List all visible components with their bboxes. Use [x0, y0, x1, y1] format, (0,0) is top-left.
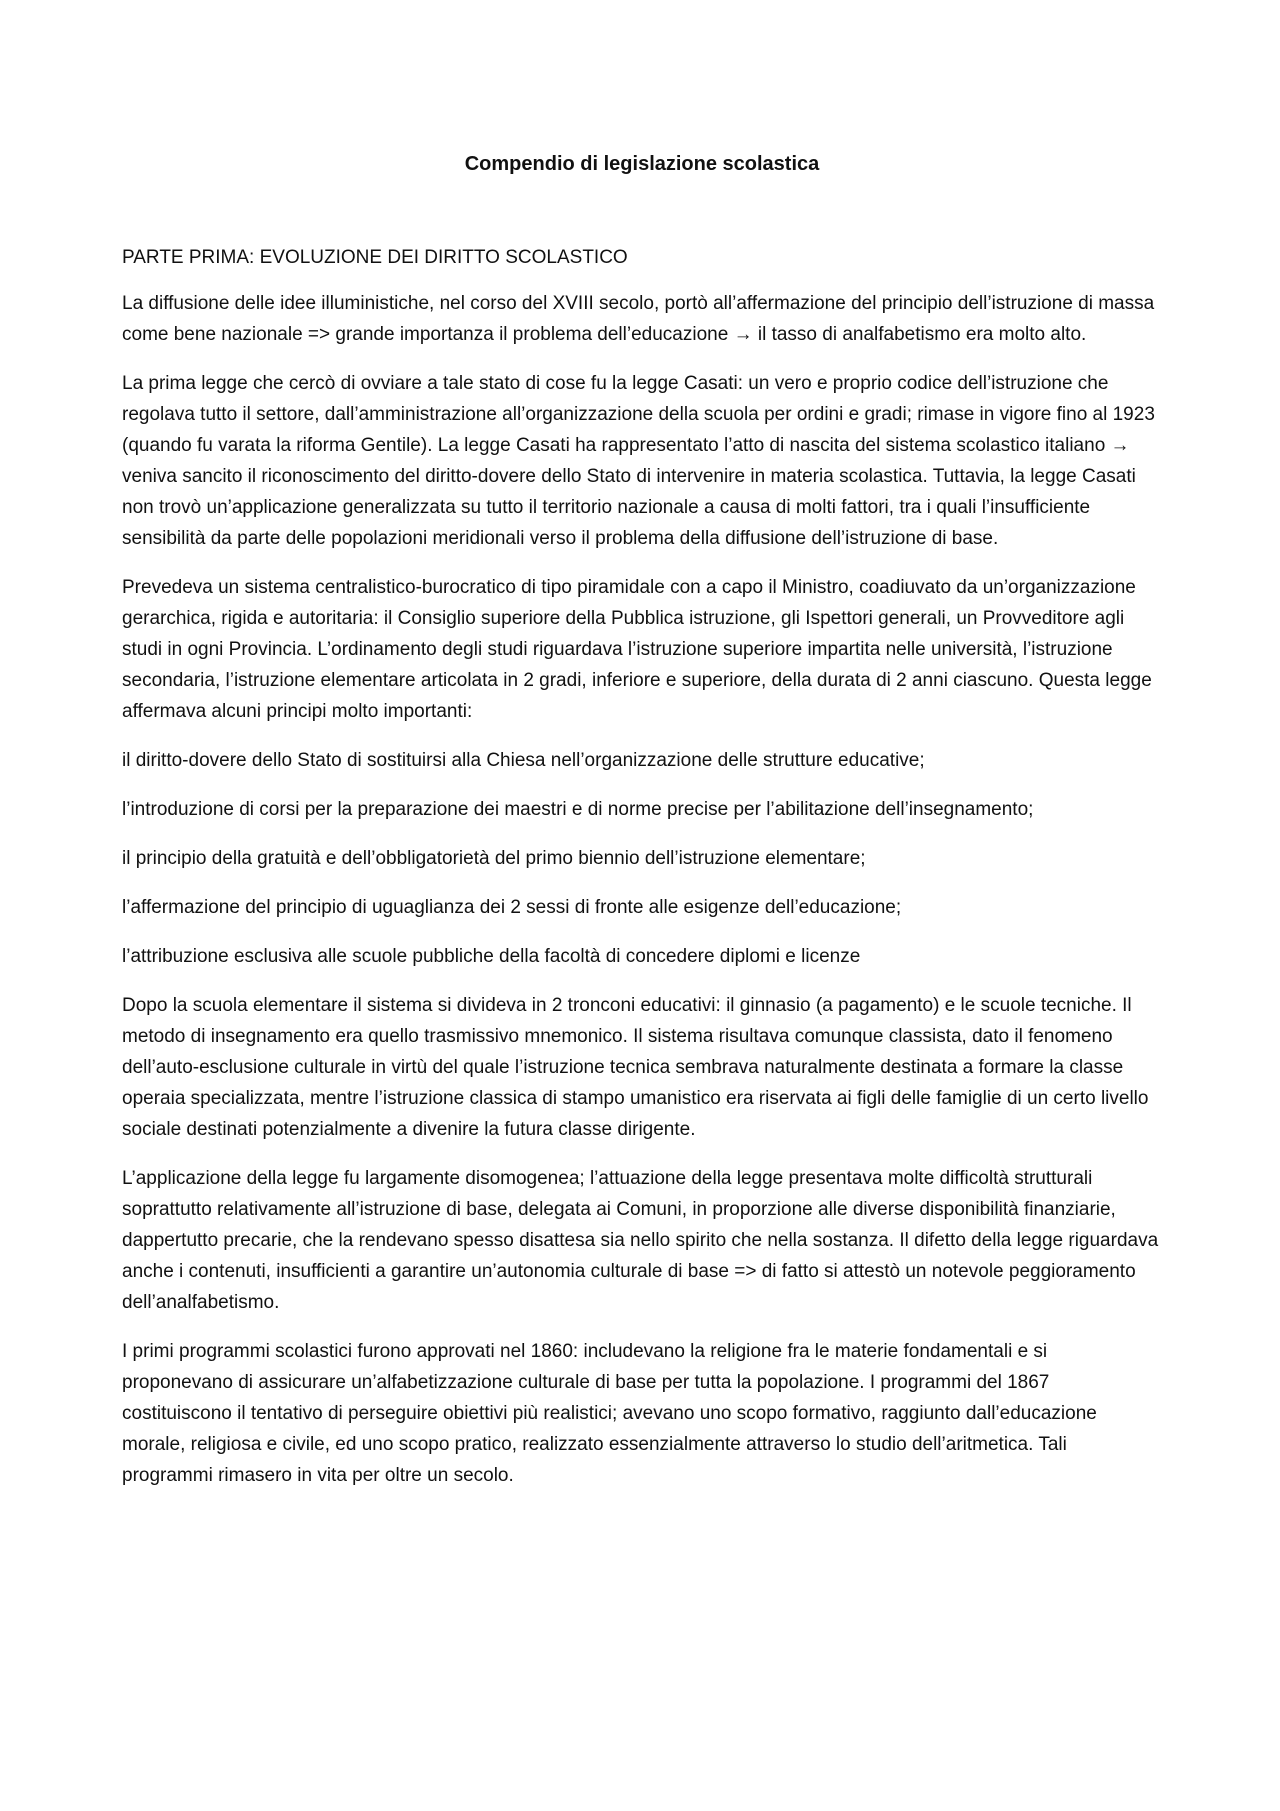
document-page — [122, 150, 1162, 1509]
paragraph-principio-uguaglianza: l’affermazione del principio di uguaglianza dei 2 sessi di fronte alle esigenze dell’educazione; — [122, 897, 902, 918]
paragraph-applicazione-legge: L’applicazione della legge fu largamente disomogenea; l’attuazione della legge presentava molte difficoltà strutturali soprattutto relativamente all’istruzione di base, delegata ai Comuni, in proporzione alle diverse disponibilità finanziarie, dappertutto precarie, che la rendevano spesso disattesa sia nello spirito che nella sostanza. Il difetto della legge riguardava anche i contenuti, insufficienti a garantire un’autonomia culturale di base => di fatto si attestò un notevole peggioramento dell’analfabetismo. — [122, 1168, 1159, 1313]
document-title: Compendio di legislazione scolastica — [464, 153, 820, 175]
paragraph-principio-gratuita: il principio della gratuità e dell’obbligatorietà del primo biennio dell’istruzione elementare; — [122, 848, 866, 869]
paragraph-principio-maestri: l’introduzione di corsi per la preparazione dei maestri e di norme precise per l’abilitazione dell’insegnamento; — [122, 799, 1034, 820]
paragraph-sistema-centralistico: Prevedeva un sistema centralistico-burocratico di tipo piramidale con a capo il Ministro, coadiuvato da un’organizzazione gerarchica, rigida e autoritaria: il Consiglio superiore della Pubblica istruzione, gli Ispettori generali, un Provveditore agli studi in ogni Provincia. L’ordinamento degli studi riguardava l’istruzione superiore impartita nelle università, l’istruzione secondaria, l’istruzione elementare articolata in 2 gradi, inferiore e superiore, della durata di 2 anni ciascuno. Questa legge affermava alcuni principi molto importanti: — [122, 577, 1152, 722]
paragraph-tronconi-educativi: Dopo la scuola elementare il sistema si divideva in 2 tronconi educativi: il ginnasio (a pagamento) e le scuole tecniche. Il metodo di insegnamento era quello trasmissivo mnemonico. Il sistema risultava comunque classista, dato il fenomeno dell’auto-esclusione culturale in virtù del quale l’istruzione tecnica sembrava naturalmente destinata a formare la classe operaia specializzata, mentre l’istruzione classica di stampo umanistico era riservata ai figli delle famiglie di un certo livello sociale destinati potenzialmente a divenire la futura classe dirigente. — [122, 995, 1149, 1140]
paragraph-principio-chiesa: il diritto-dovere dello Stato di sostituirsi alla Chiesa nell’organizzazione delle strutture educative; — [122, 750, 925, 771]
paragraph-primi-programmi: I primi programmi scolastici furono approvati nel 1860: includevano la religione fra le materie fondamentali e si proponevano di assicurare un’alfabetizzazione culturale di base per tutta la popolazione. I programmi del 1867 costituiscono il tentativo di perseguire obiettivi più realistici; avevano uno scopo formativo, raggiunto dall’educazione morale, religiosa e civile, ed uno scopo pratico, realizzato essenzialmente attraverso lo studio dell’aritmetica. Tali programmi rimasero in vita per oltre un secolo. — [122, 1341, 1097, 1486]
paragraph-illuminismo: La diffusione delle idee illuministiche, nel corso del XVIII secolo, portò all’affermazione del principio dell’istruzione di massa come bene nazionale => grande importanza il problema dell’educazione → il tasso di analfabetismo era molto alto. — [122, 293, 1155, 345]
paragraph-legge-casati: La prima legge che cercò di ovviare a tale stato di cose fu la legge Casati: un vero e proprio codice dell’istruzione che regolava tutto il settore, dall’amministrazione all’organizzazione della scuola per ordini e gradi; rimase in vigore fino al 1923 (quando fu varata la riforma Gentile). La legge Casati ha rappresentato l’atto di nascita del sistema scolastico italiano → veniva sancito il riconoscimento del diritto-dovere dello Stato di intervenire in materia scolastica. Tuttavia, la legge Casati non trovò un’applicazione generalizzata su tutto il territorio nazionale a causa di molti fattori, tra i quali l’insufficiente sensibilità da parte delle popolazioni meridionali verso il problema della diffusione dell’istruzione di base. — [122, 373, 1155, 549]
paragraph-principio-diplomi: l’attribuzione esclusiva alle scuole pubbliche della facoltà di concedere diplomi e licenze — [122, 946, 861, 967]
section-heading: PARTE PRIMA: EVOLUZIONE DEI DIRITTO SCOLASTICO — [122, 247, 628, 268]
